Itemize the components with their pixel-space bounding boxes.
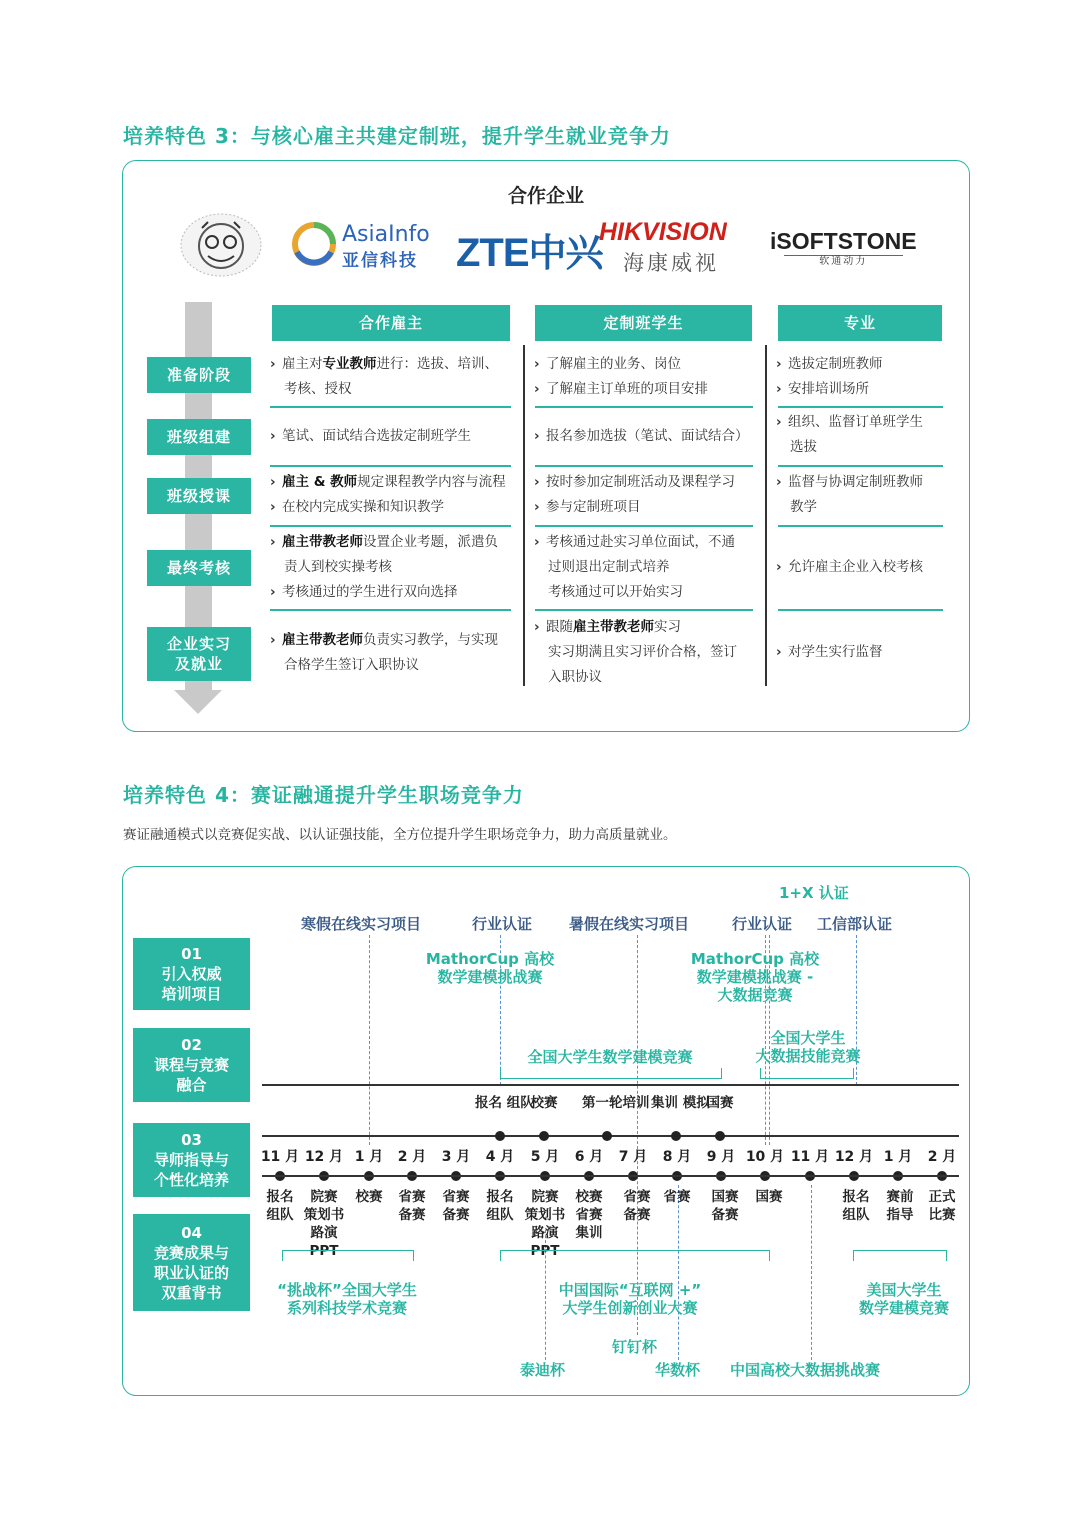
zte-cn-text: 中兴 [528,233,603,275]
cell-line: 合格学生签订入职协议 [284,657,419,673]
major-cell-prep [776,352,883,402]
event-register: 报名 组队 [475,1095,534,1111]
label-huashu-cup: 华数杯 [655,1361,701,1379]
major-cell-forming [776,410,923,460]
cell-line: › 跟随雇主带教老师实习 [534,615,737,640]
label-miit-cert: 工信部认证 [817,915,893,933]
month-label: 10 月 [745,1149,785,1165]
row-separator [535,465,753,467]
lower-event-label: 院赛 策划书 路演 PPT [524,1189,566,1259]
month-label: 8 月 [662,1149,692,1165]
month-label: 9 月 [706,1149,736,1165]
label-mcm: 美国大学生 数学建模竞赛 [858,1281,949,1317]
timeline-dot [715,1131,725,1141]
month-label: 1 月 [883,1149,913,1165]
label-challenge-cup: “挑战杯”全国大学生 系列科技学术竞赛 [277,1281,417,1317]
row-separator [270,525,511,527]
event-national: 国赛 [706,1095,734,1111]
cell-line: › 雇主对专业教师进行：选拔、培训、 [270,352,498,377]
section3-title: 培养特色 3：与核心雇主共建定制班，提升学生就业竞争力 [123,124,671,148]
bracket-bigdata [760,1068,854,1079]
stage-forming: 班级组建 [147,419,251,455]
student-cell-teaching [534,470,735,520]
lower-event-label: 省赛 备赛 [442,1189,470,1223]
month-label: 3 月 [441,1149,471,1165]
stage-assessment: 最终考核 [147,550,251,586]
month-label: 5 月 [530,1149,560,1165]
chevron-right-icon: › [534,474,540,490]
cell-line: › 了解雇主订单班的项目安排 [534,377,708,402]
pillar-box-2 [133,1028,250,1102]
pillar-box-1 [133,938,250,1010]
guide-line [811,1185,812,1360]
chevron-right-icon: › [776,356,782,372]
cell-line: 考核、授权 [284,381,352,397]
label-mathorcup-bigdata: MathorCup 高校 数学建模挑战赛 - 大数据竞赛 [690,950,820,1004]
chevron-right-icon: › [776,644,782,660]
event-first-training: 第一轮培训 [582,1095,650,1111]
row-separator [270,609,511,611]
label-summer-internship: 暑假在线实习项目 [569,915,690,933]
event-training-sim: 集训 模拟 [651,1095,710,1111]
cell-line: › 组织、监督订单班学生 [776,410,923,435]
month-label: 2 月 [397,1149,427,1165]
cell-line: 责人到校实操考核 [284,559,392,575]
student-cell-assessment [534,530,735,605]
employer-cell-forming [270,424,471,449]
lower-event-label: 报名 组队 [266,1189,294,1223]
column-header-major: 专业 [778,305,942,341]
isoftstone-logo [770,228,917,268]
cell-line: › 笔试、面试结合选拔定制班学生 [270,424,471,449]
chevron-right-icon: › [270,632,276,648]
cell-line: › 在校内完成实操和知识教学 [270,495,506,520]
cell-line: 过则退出定制式培养 [548,559,670,575]
chevron-right-icon: › [534,499,540,515]
cell-line: › 考核通过赴实习单位面试，不通 [534,530,735,555]
chevron-right-icon: › [776,559,782,575]
cell-line: › 报名参加选拔（笔试、面试结合） [534,424,749,449]
lower-event-label: 正式 比赛 [928,1189,956,1223]
hikvision-logo [599,218,727,277]
hikvision-cn-text: 海康威视 [623,251,719,275]
row-separator [270,465,511,467]
lower-event-label: 校赛 [355,1189,383,1205]
cell-line: › 按时参加定制班活动及课程学习 [534,470,735,495]
asiainfo-cn-text: 亚信科技 [342,251,418,271]
row-separator [535,406,753,408]
timeline-dot [539,1131,549,1141]
column-separator [523,345,525,686]
cell-line: › 考核通过的学生进行双向选择 [270,580,498,605]
guide-line [369,935,370,1145]
major-cell-internship [776,640,883,665]
hikvision-text: HIKVISION [599,218,727,246]
chevron-right-icon: › [270,534,276,550]
event-school-round: 校赛 [530,1095,558,1111]
lower-event-label: 报名 组队 [842,1189,870,1223]
cell-line: › 对学生实行监督 [776,640,883,665]
cell-line: › 安排培训场所 [776,377,883,402]
row-separator [778,525,943,527]
row-separator [778,406,943,408]
timeline-dot [602,1131,612,1141]
pillar-box-3 [133,1123,250,1197]
bracket-cumcm [500,1068,722,1079]
asiainfo-text: AsiaInfo [342,222,430,247]
cell-line: › 允许雇主企业入校考核 [776,555,923,580]
month-label: 12 月 [304,1149,344,1165]
partners-title: 合作企业 [507,185,584,207]
isoftstone-text: iSOFTSTONE [770,228,917,254]
lower-event-label: 省赛 备赛 [623,1189,651,1223]
cell-line: 教学 [790,499,817,515]
student-cell-internship [534,615,737,690]
chevron-right-icon: › [270,356,276,372]
section4-title: 培养特色 4：赛证融通提升学生职场竞争力 [123,783,524,807]
cell-line: 实习期满且实习评价合格，签订 [548,644,737,660]
month-label: 7 月 [618,1149,648,1165]
lower-event-label: 校赛 省赛 集训 [575,1189,603,1241]
cell-line: › 雇主带教老师设置企业考题，派遣负 [270,530,498,555]
pillar-number: 01 [181,945,202,963]
month-label: 1 月 [354,1149,384,1165]
label-mathorcup: MathorCup 高校 数学建模挑战赛 [425,950,555,986]
month-label: 4 月 [485,1149,515,1165]
cell-line: 选拔 [790,439,817,455]
lower-event-label: 赛前 指导 [886,1189,914,1223]
cell-line: › 了解雇主的业务、岗位 [534,352,708,377]
stage-internship: 企业实习 及就业 [147,627,251,681]
bracket-challenge-cup [282,1250,414,1261]
upper-axis-line [262,1084,959,1086]
cell-line: › 参与定制班项目 [534,495,735,520]
employer-cell-internship [270,628,498,678]
chevron-right-icon: › [534,619,540,635]
employer-cell-assessment [270,530,498,605]
student-cell-forming [534,424,749,449]
cell-line: › 监督与协调定制班教师 [776,470,923,495]
lower-event-label: 国赛 [755,1189,783,1205]
label-industry-cert-1: 行业认证 [472,915,533,933]
major-cell-assessment [776,555,923,580]
lower-timeline [262,1175,959,1177]
stage-prep: 准备阶段 [147,357,251,393]
chevron-right-icon: › [534,428,540,444]
chevron-right-icon: › [776,414,782,430]
month-label: 6 月 [574,1149,604,1165]
row-separator [535,525,753,527]
chevron-right-icon: › [534,356,540,372]
column-header-students: 定制班学生 [535,305,752,341]
stage-teaching: 班级授课 [147,478,251,514]
timeline-dot [671,1131,681,1141]
pillar-box-4 [133,1214,250,1311]
zte-logo [456,222,603,277]
month-label: 11 月 [260,1149,300,1165]
pillar-number: 04 [181,1223,202,1242]
pillar-number: 03 [181,1131,202,1149]
label-internet-plus: 中国国际“互联网 +” 大学生创新创业大赛 [558,1281,702,1317]
cell-line: › 选拔定制班教师 [776,352,883,377]
month-label: 2 月 [927,1149,957,1165]
chevron-right-icon: › [270,584,276,600]
employer-cell-teaching [270,470,506,520]
pillar-number: 02 [181,1036,202,1054]
pillar-label: 引入权威 培训项目 [161,965,222,1003]
cell-line: 考核通过可以开始实习 [548,584,683,600]
label-cn-bigdata: 中国高校大数据挑战赛 [730,1361,881,1379]
row-separator [270,406,511,408]
label-dingding-cup: 钉钉杯 [612,1338,658,1356]
row-separator [778,465,943,467]
student-cell-prep [534,352,708,402]
isoftstone-cn-text: 软通动力 [784,255,903,268]
chevron-right-icon: › [776,474,782,490]
chevron-right-icon: › [534,534,540,550]
cell-line: › 雇主带教老师负责实习教学，与实现 [270,628,498,653]
month-label: 12 月 [834,1149,874,1165]
employer-cell-prep [270,352,498,402]
label-1x-cert: 1+X 认证 [779,884,849,902]
bracket-internet-plus [500,1250,770,1261]
timeline-dot [495,1131,505,1141]
chevron-right-icon: › [270,428,276,444]
lower-event-label: 报名 组队 [486,1189,514,1223]
chevron-right-icon: › [270,474,276,490]
month-label: 11 月 [790,1149,830,1165]
pillar-label: 课程与竞赛 融合 [153,1056,229,1094]
column-separator [765,345,767,686]
label-bigdata-skill: 全国大学生 大数据技能竞赛 [755,1029,861,1065]
label-taidi-cup: 泰迪杯 [520,1361,566,1379]
mascot-illustration [178,212,264,278]
pillar-label: 竞赛成果与 职业认证的 双重背书 [153,1243,229,1302]
zte-text: ZTE [456,231,529,275]
lower-event-label: 省赛 [663,1189,691,1205]
major-cell-teaching [776,470,923,520]
row-separator [778,609,943,611]
lower-event-label: 国赛 备赛 [711,1189,739,1223]
cell-line: › 雇主 & 教师规定课程教学内容与流程 [270,470,506,495]
column-header-employer: 合作雇主 [272,305,510,341]
pillar-label: 导师指导与 个性化培养 [153,1151,229,1189]
chevron-right-icon: › [776,381,782,397]
chevron-right-icon: › [270,499,276,515]
section4-intro: 赛证融通模式以竞赛促实战、以认证强技能，全方位提升学生职场竞争力，助力高质量就业。 [123,827,677,843]
chevron-right-icon: › [534,381,540,397]
cell-line: 入职协议 [548,669,602,685]
label-winter-internship: 寒假在线实习项目 [301,915,422,933]
asiainfo-icon [292,222,336,266]
label-industry-cert-2: 行业认证 [732,915,793,933]
lower-event-label: 省赛 备赛 [398,1189,426,1223]
lower-event-label: 院赛 策划书 路演 PPT [303,1189,345,1259]
guide-line [678,1185,679,1360]
row-separator [535,609,753,611]
label-cumcm: 全国大学生数学建模竞赛 [527,1048,693,1066]
bracket-mcm [853,1250,947,1261]
